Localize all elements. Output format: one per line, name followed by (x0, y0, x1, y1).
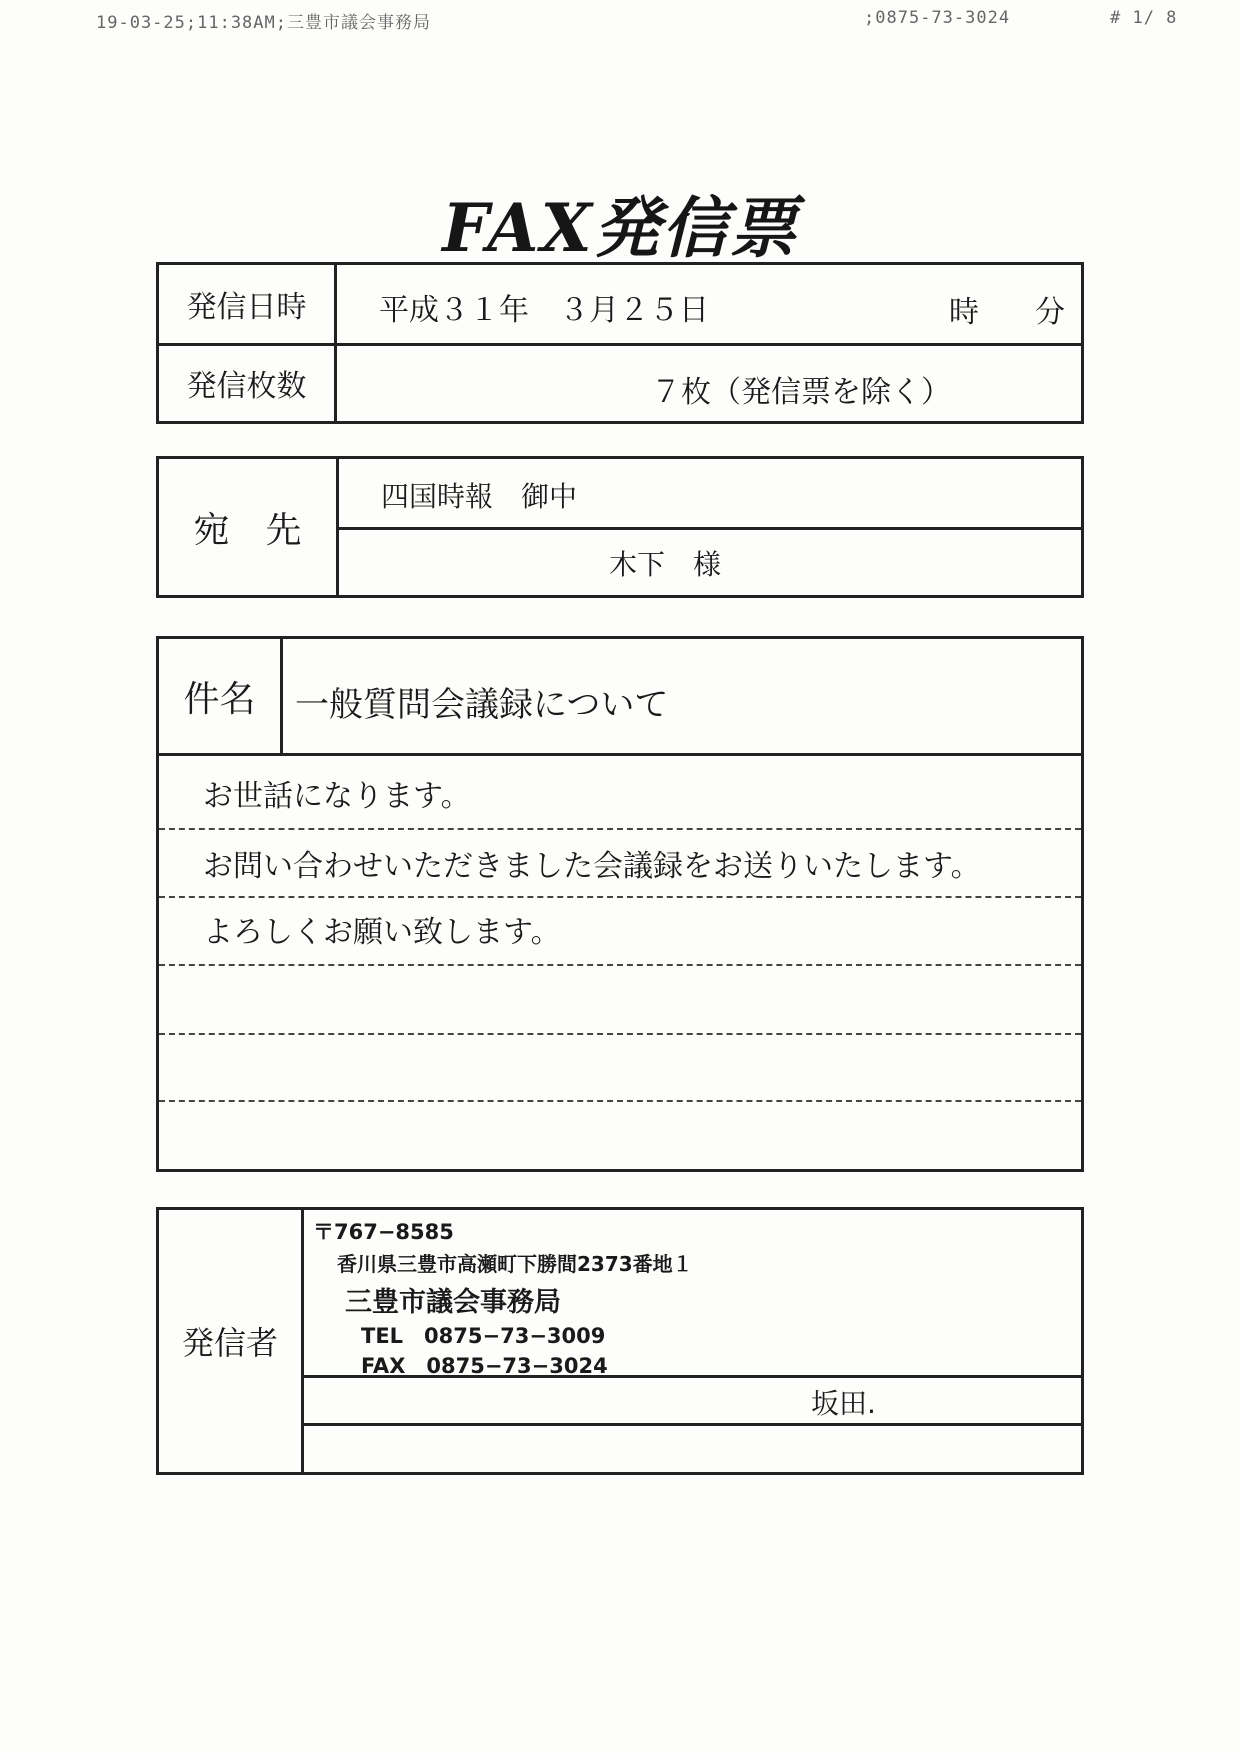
send-pages-label: 発信枚数 (186, 369, 307, 404)
subject-message-table (156, 636, 1084, 1172)
sender-person: 坂田. (811, 1387, 876, 1420)
subject-label: 件名 (183, 678, 256, 720)
sender-office: 三豊市議会事務局 (345, 1287, 561, 1318)
send-minute-label: 分 (1035, 295, 1065, 330)
recipient-table (156, 456, 1084, 598)
sender-address: 香川県三豊市高瀬町下勝間2373番地１ (337, 1252, 693, 1276)
sender-label: 発信者 (181, 1324, 278, 1362)
message-line-1: お世話になります。 (203, 779, 471, 814)
sender-fax: FAX 0875−73−3024 (361, 1354, 608, 1378)
recipient-organization: 四国時報 御中 (381, 480, 578, 513)
fax-transmission-header (0, 8, 1240, 38)
send-date-label: 発信日時 (186, 290, 307, 325)
send-info-table (156, 262, 1084, 424)
send-hour-label: 時 (949, 295, 979, 330)
page-title: FAX発信票 (442, 189, 798, 267)
fax-number: ;0875-73-3024 (864, 8, 1011, 28)
send-pages-value: ７枚（発信票を除く） (651, 375, 951, 410)
fax-page-count: # 1/ 8 (1110, 8, 1178, 28)
sender-tel: TEL 0875−73−3009 (361, 1324, 606, 1348)
recipient-label: 宛 先 (193, 509, 302, 551)
fax-datetime-sender: 19-03-25;11:38AM;三豊市議会事務局 (96, 13, 431, 33)
subject-value: 一般質問会議録について (295, 685, 669, 725)
recipient-person: 木下 様 (609, 548, 722, 581)
message-line-2: お問い合わせいただきました会議録をお送りいたします。 (203, 849, 981, 884)
sender-postal-code: 〒767−8585 (313, 1220, 454, 1244)
message-line-3: よろしくお願い致します。 (203, 915, 561, 950)
send-date-value: 平成３１年 ３月２５日 (379, 293, 709, 328)
sender-table (156, 1207, 1084, 1475)
